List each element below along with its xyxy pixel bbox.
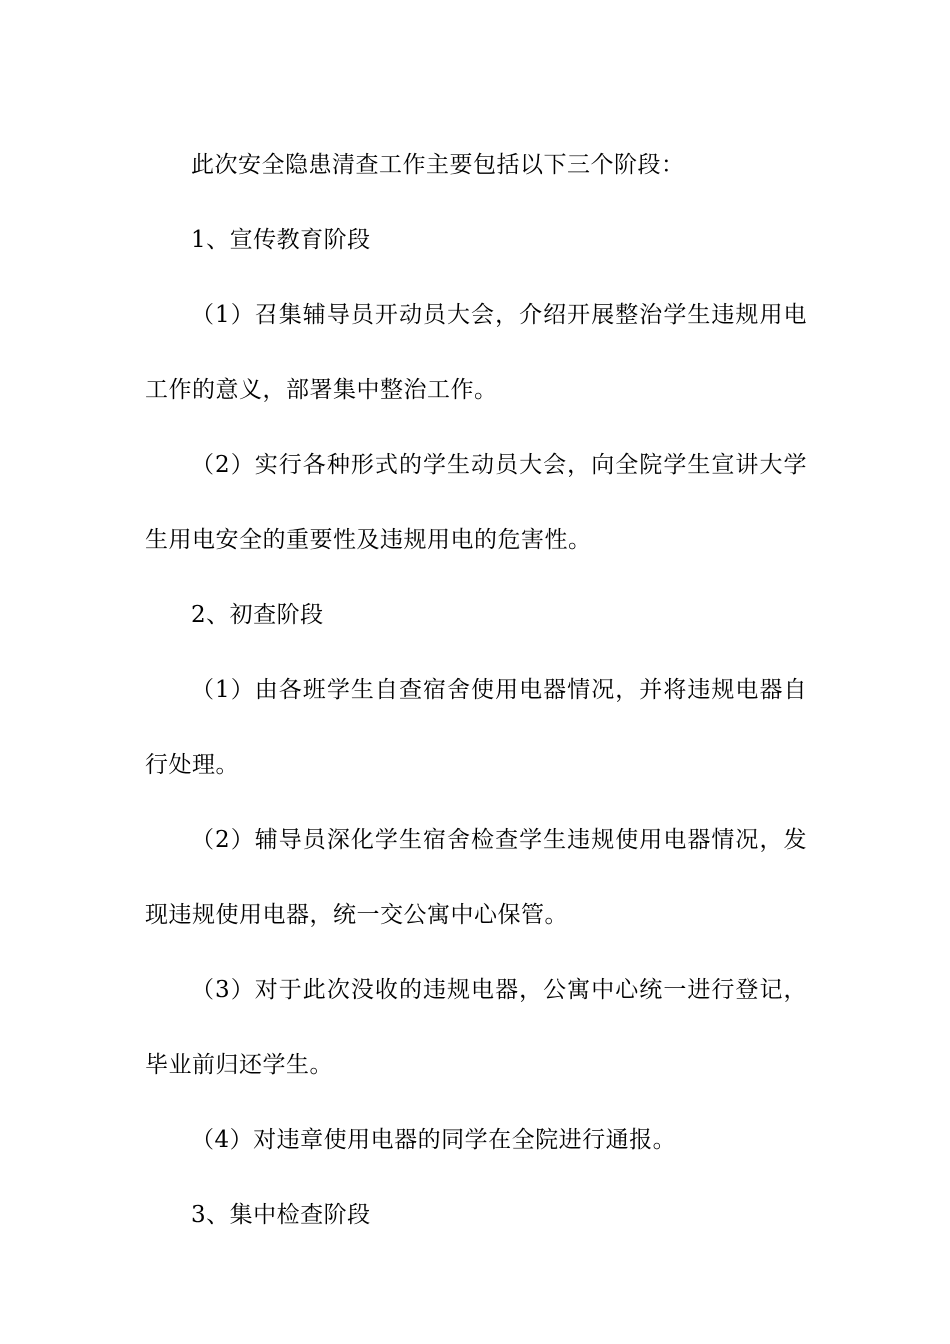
list-item-2-3: （3）对于此次没收的违规电器，公寓中心统一进行登记，毕业前归还学生。 (145, 977, 807, 1078)
list-item-2-4: （4）对违章使用电器的同学在全院进行通报。 (191, 1127, 677, 1153)
section-heading-3: 3、集中检查阶段 (191, 1202, 371, 1228)
list-item-2-2: （2）辅导员深化学生宿舍检查学生违规使用电器情况，发现违规使用电器，统一交公寓中心保管。 (145, 827, 807, 928)
list-item-2-1: （1）由各班学生自查宿舍使用电器情况，并将违规电器自行处理。 (145, 677, 807, 778)
intro-paragraph: 此次安全隐患清查工作主要包括以下三个阶段： (191, 152, 685, 178)
section-heading-1: 1、宣传教育阶段 (191, 227, 371, 253)
document-body (145, 128, 807, 1253)
list-item-1-1: （1）召集辅导员开动员大会，介绍开展整治学生违规用电工作的意义，部署集中整治工作。 (145, 302, 807, 403)
section-heading-2: 2、初查阶段 (191, 602, 324, 628)
list-item-1-2: （2）实行各种形式的学生动员大会，向全院学生宣讲大学生用电安全的重要性及违规用电的危害性。 (145, 452, 807, 553)
